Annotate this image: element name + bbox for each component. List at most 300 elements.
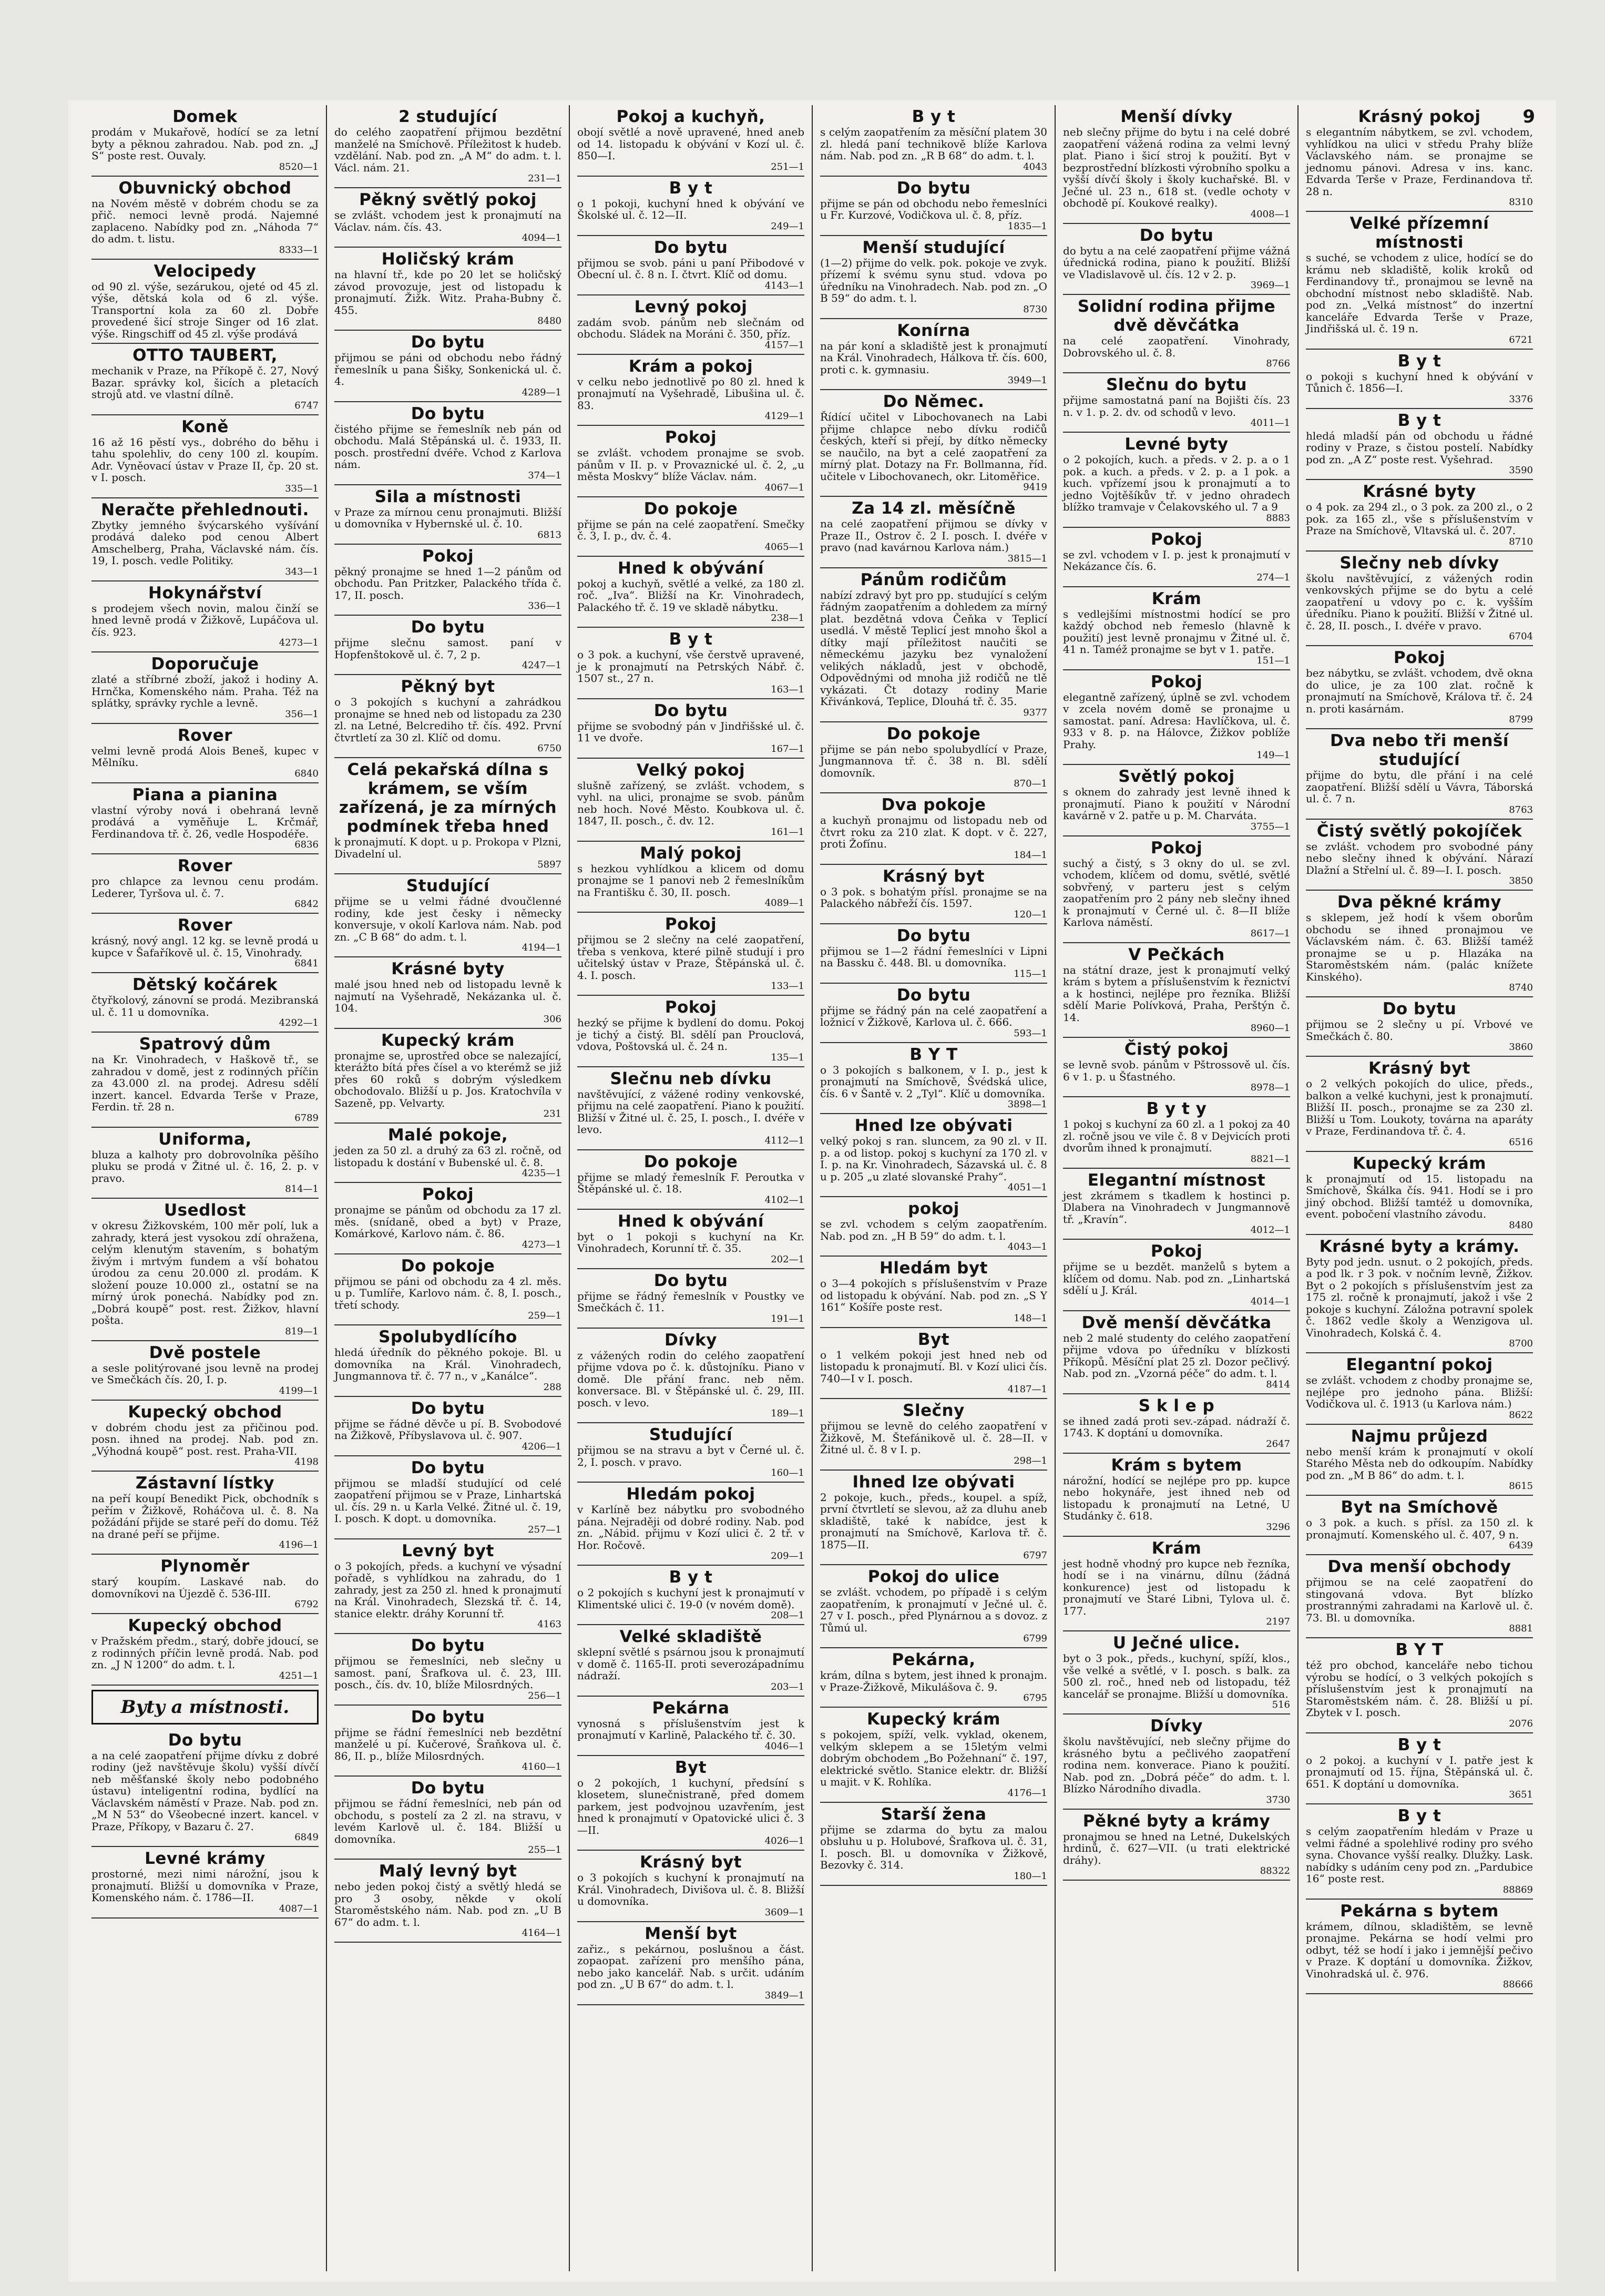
ad-code: 8740: [1509, 982, 1533, 993]
classified-ad: [334, 1706, 561, 1777]
ad-body: pronajme se pánům od obchodu za 17 zl. měs. (snídaně, obed a byt) v Praze, Komárkové, Karlovo nám. č. 86.: [334, 1203, 561, 1240]
ad-code: 3860: [1509, 1042, 1533, 1053]
ad-title: Do bytu: [411, 1458, 485, 1477]
ad-title: Levné krámy: [145, 1849, 265, 1868]
classified-ad: [1306, 1152, 1533, 1235]
classified-ad: [577, 1922, 804, 2005]
classified-ad: [1063, 295, 1290, 373]
classified-ad: [820, 865, 1047, 924]
ad-code: 343—1: [285, 566, 319, 577]
ad-body: vlastní výroby nová i obehraná levně prodává a vyměňuje L. Krčmář, Ferdinandova tř. č. 26, vedle Hospodéře.: [91, 803, 319, 840]
classified-ad: [577, 236, 804, 295]
column-3: [570, 105, 813, 2271]
classified-ad: [334, 1860, 561, 1943]
ad-title: Pokoj: [1150, 1242, 1203, 1261]
ad-body: přijmou se mladší studující od celé zaopatření přijmou se v Praze, Linhartská ul. čís. 29 n. u Karla Velké. Žitné ul. č. 19, I. posch. K dopt. u domovníka.: [334, 1476, 561, 1525]
ad-title: Malé pokoje,: [387, 1126, 508, 1145]
ad-title: Pokoj: [665, 428, 717, 447]
ad-body: nárožní, hodící se nejlépe pro pp. kupce nebo hokynáře, jest ihned neb od listopadu k pronajmutí na Letné, U Studánky č. 618.: [1063, 1474, 1290, 1522]
ad-code: 6813: [537, 529, 561, 540]
ad-code: 191—1: [771, 1313, 804, 1324]
ad-body: o 3 pok. a kuch. s přísl. za 150 zl. k pronajmutí. Komenského ul. č. 407, 9 n.: [1306, 1516, 1533, 1541]
ad-code: 4176—1: [1007, 1787, 1047, 1799]
ad-code: 4247—1: [522, 660, 561, 671]
classified-ad: [334, 485, 561, 545]
ad-title: B Y T: [909, 1045, 958, 1064]
ad-code: 814—1: [285, 1183, 319, 1195]
ad-title: U Ječné ulice.: [1112, 1634, 1241, 1652]
ad-title: Do bytu: [411, 1707, 485, 1727]
ad-title: Do pokoje: [886, 724, 981, 743]
ad-code: 6747: [294, 400, 319, 411]
ad-body: jeden za 50 zl. a druhý za 63 zl. ročně, od listopadu k dostání v Bubenské ul. č. 8.: [334, 1144, 561, 1169]
ad-code: 3969—1: [1250, 280, 1290, 291]
ad-code: 8622: [1509, 1409, 1533, 1421]
ad-code: 3949—1: [1007, 375, 1047, 386]
ad-code: 3755—1: [1250, 821, 1290, 832]
ad-title: Rover: [177, 916, 233, 935]
ad-body: se zvlášt. vchodem z chodby pronajme se, nejlépe pro jednoho pána. Bližší: Vodičkova ul. č. 1913 (u Karlova nám.): [1306, 1374, 1533, 1410]
classified-ad: [1063, 587, 1290, 670]
ad-title: Pokoj a kuchyň,: [616, 107, 765, 126]
ad-body: neb 2 malé studenty do celého zaopatření přijme vdova po úředníku v blízkosti Příkopů. Měsíční plat 25 zl. Dozor pečlivý. Nab. pod zn. „Vzorná péče“ do adm. t. l.: [1063, 1331, 1290, 1380]
ad-title: Do bytu: [411, 1636, 485, 1655]
ad-title: Pokoj: [1150, 529, 1203, 549]
classified-ad: [1063, 1810, 1290, 1881]
ad-body: přijmou se páni od obchodu nebo řádný řemeslník u pana Šišky, Sonkenická ul. č. 4.: [334, 351, 561, 387]
ad-title: Dva nebo tři menší studující: [1330, 731, 1509, 769]
ad-body: školu navštěvující, neb slečny přijme do krásného bytu a pečlivého zaopatření rodina nem. konverace. Piano k použití. Nab. pod zn. „Dobrá péče“ do adm. t. l. Blízko Národního divadla.: [1063, 1735, 1290, 1795]
ad-title: Dva menší obchody: [1327, 1557, 1511, 1576]
classified-ad: [1063, 1631, 1290, 1715]
ad-title: Hledám byt: [879, 1259, 988, 1278]
classified-ad: [1306, 212, 1533, 350]
ad-title: Dívky: [665, 1330, 717, 1350]
classified-ad: [577, 1756, 804, 1851]
ad-title: Usedlost: [163, 1201, 247, 1220]
ad-body: o 4 pok. za 294 zl., o 3 pok. za 200 zl., o 2 pok. za 165 zl., vše s příslušenstvím v Praze na Smíchově, Vltavská ul. č. 207.: [1306, 501, 1533, 537]
ad-title: Do bytu: [1382, 999, 1457, 1018]
classified-ad: [1063, 224, 1290, 295]
ad-title: B y t y: [1146, 1099, 1207, 1118]
ad-title: Krásné byty a krámy.: [1319, 1237, 1520, 1256]
classified-ad: [91, 1847, 319, 1919]
classified-ad: [820, 984, 1047, 1043]
ad-title: Krásný byt: [883, 866, 985, 886]
classified-ad: [91, 854, 319, 914]
ad-code: 8520—1: [279, 161, 319, 172]
ad-body: přijme se svobodný pán v Jindřišské ul. č. 11 ve dvoře.: [577, 719, 804, 744]
classified-ad: [1063, 670, 1290, 766]
classified-ad: [577, 842, 804, 913]
ad-body: s celým zaopatřením hledám v Praze u velmi řádné a spolehlivé rodiny pro svého syna. Chovance vyšší realky. Dlužky. Lask. nabídky s udáním ceny pod zn. „Pardubice 16“ poste rest.: [1306, 1825, 1533, 1885]
ad-code: 8730: [1023, 303, 1047, 315]
ad-code: 593—1: [1014, 1027, 1047, 1039]
ad-body: se zvl. vchodem v I. p. jest k pronajmutí v Nekázance čís. 6.: [1063, 548, 1290, 573]
classified-ad: [820, 1803, 1047, 1886]
ad-code: 4094—1: [522, 232, 561, 243]
classified-ad: [91, 415, 319, 498]
ad-body: přijmou se levně do celého zaopatření v Žižkově, M. Štefánikově ul. č. 28—II. v Žitné ul. č. 8 v I. p.: [820, 1420, 1047, 1456]
ad-title: B y t: [1397, 1807, 1442, 1825]
ad-body: na pár koní a skladiště jest k pronajmutí na Král. Vinohradech, Hálkova tř. čís. 600, proti c. k. gymnasiu.: [820, 339, 1047, 376]
ad-code: 8960—1: [1250, 1023, 1290, 1034]
column-2: [327, 105, 570, 2271]
classified-ad: [91, 1472, 319, 1555]
ad-title: Malý pokoj: [640, 843, 742, 863]
ad-title: Pekárna,: [892, 1650, 976, 1669]
ad-code: 3730: [1266, 1794, 1290, 1805]
ad-body: suchý a čistý, s 3 okny do ul. se zvl. vchodem, klíčem od domu, světlé, světlé sobvřený, v parteru jest s celým zaopatřením pro 2 pány neb slečny ihned k pronajmutí v Černé ul. č. 8—II blíže Karlova náměstí.: [1063, 856, 1290, 928]
classified-ad: [577, 1483, 804, 1566]
classified-ad: [820, 1471, 1047, 1566]
ad-body: hledá úředník do pěkného pokoje. Bl. u domovníka na Král. Vinohradech, Jungmannova tř. č. 77 n., v „Kanálce“.: [334, 1346, 561, 1382]
classified-ad: [91, 344, 319, 415]
classified-ad: [577, 497, 804, 557]
ad-title: Dětský kočárek: [132, 975, 278, 994]
ad-title: Krám a pokoj: [628, 356, 753, 376]
ad-title: Menší dívky: [1120, 107, 1233, 126]
classified-ad: [577, 699, 804, 759]
ad-title: Krám: [1151, 1538, 1202, 1558]
classified-ad: [577, 1697, 804, 1756]
classified-ad: [577, 295, 804, 355]
ad-code: 4164—1: [522, 1927, 561, 1938]
classified-ad: [1306, 350, 1533, 409]
ad-title: Hned k obývání: [618, 1211, 764, 1231]
ad-code: 4187—1: [1007, 1384, 1047, 1395]
ad-title: Pokoj do ulice: [867, 1567, 1000, 1586]
ad-title: B y t: [1397, 411, 1442, 430]
ad-title: Najmu průjezd: [1351, 1426, 1488, 1446]
classified-ad: [334, 1124, 561, 1183]
ad-body: v celku nebo jednotlivě po 80 zl. hned k pronajmutí na Vyšehradě, Libušina ul. č. 83.: [577, 375, 804, 412]
ad-body: Byty pod jedn. usnut. o 2 pokojích, předs. a pod lk. r 3 pok. v nočním levně, Žižkov. Byt o 2 pokojích s příslušenstvím jest za 175 zl. ročně k pronajmutí, jakož i vše 2 pokoje s kuchyní. Záložna potravní spolek č. 1862 vedle školy a Wenzigova ul. Vinohradech, Kolská č. 4.: [1306, 1255, 1533, 1339]
ad-body: přijme samostatná paní na Bojišti čís. 23 n. v 1. p. 2. dv. od schodů v levo.: [1063, 394, 1290, 419]
ad-code: 256—1: [528, 1690, 561, 1701]
ad-body: k pronajmutí od 15. listopadu na Smíchově, Škálka čís. 941. Hodí se i pro jiný obchod. Bližší tamtéž u domovníka, event. pobočení vlastního závodu.: [1306, 1172, 1533, 1220]
ad-title: Do bytu: [168, 1730, 242, 1750]
ad-title: Krám: [1151, 589, 1202, 608]
classified-ad: [1306, 1425, 1533, 1496]
classified-ad: [1306, 646, 1533, 729]
ad-body: přijme se pán na celé zaopatření. Smečky č. 3, I. p., dv. č. 4.: [577, 517, 804, 542]
ad-title: Dva pěkné krámy: [1337, 893, 1502, 912]
ad-title: Do bytu: [411, 333, 485, 352]
ad-code: 8881: [1509, 1623, 1533, 1634]
ad-code: 6836: [294, 839, 319, 850]
ad-body: o 2 pokoj. a kuchyní v I. patře jest k pronajmutí od 15. října, Štěpánská ul. č. 651. K doptání u domovníka.: [1306, 1753, 1533, 1790]
ad-code: 335—1: [285, 483, 319, 494]
ad-title: B y t: [669, 630, 713, 649]
ad-body: o pokoji s kuchyní hned k obývání v Tůnich č. 1856—I.: [1306, 370, 1533, 394]
ad-title: Do pokoje: [401, 1256, 495, 1275]
ad-code: 6439: [1509, 1540, 1533, 1551]
ad-code: 4160—1: [522, 1761, 561, 1772]
ad-body: o 3—4 pokojích s příslušenstvím v Praze od listopadu k obývání. Nab. pod zn. „S Y 161“ Košíře poste rest.: [820, 1277, 1047, 1313]
ad-title: Dívky: [1150, 1717, 1203, 1736]
ad-body: krámem, dílnou, skladištěm, se levně pronajme. Pekárna se hodí velmi pro odbyt, též se hodí i jako i jemnější pečivo v Praze. K doptání u domovníka. Žižkov, Vinohradská ul. č. 976.: [1306, 1920, 1533, 1980]
classified-ad: [91, 724, 319, 783]
ad-code: 4102—1: [764, 1194, 804, 1206]
ad-code: 133—1: [771, 981, 804, 992]
classified-ad: [820, 1043, 1047, 1115]
classified-ad: [334, 1456, 561, 1539]
ad-code: 251—1: [771, 161, 804, 172]
ad-title: Slečny: [903, 1401, 965, 1420]
ad-title: Plynoměr: [160, 1557, 250, 1576]
classified-ad: [577, 1150, 804, 1210]
classified-ad: [820, 1399, 1047, 1471]
ad-title: Holičský krám: [381, 250, 515, 269]
ad-title: Hned k obývání: [618, 558, 764, 578]
ad-title: Kupecký krám: [1353, 1154, 1486, 1173]
ad-body: na státní draze, jest k pronajmutí velký krám s bytem a příslušenstvím k řeznictví a k hostinci, nejlépe pro řezníka. Bližší sdělí Marie Polívková, Praha, Perštýn č. 14.: [1063, 963, 1290, 1024]
ad-body: bluza a kalhoty pro dobrovolníka pěšího pluku se prodá v Žitné ul. č. 16, 2. p. v pravo.: [91, 1148, 319, 1185]
ad-body: na Novém městě v dobrém chodu se za přič. nemoci levně prodá. Najemné zaplaceno. Nabídky pod zn. „Náhoda 7“ do adm. t. listu.: [91, 197, 319, 245]
classified-ad: [577, 913, 804, 996]
ad-title: Do bytu: [411, 1779, 485, 1798]
ad-code: 163—1: [771, 683, 804, 695]
ad-body: a na celé zaopatření přijme dívku z dobré rodiny (jež navštěvuje školu) vyšší dívčí neb měšťanské školy nebo podobného ústavu) inteligentní rodina, bydlící na Václavském náměstí v Praze. Nab. pod zn. „M N 53“ do Všeobecné inzert. kancel. v Praze, Příkopy, v Bazaru č. 27.: [91, 1749, 319, 1833]
classified-ad: [1306, 997, 1533, 1057]
classified-ad: [334, 616, 561, 675]
classified-ad: [334, 105, 561, 188]
ad-body: hledá mladší pán od obchodu u řádné rodiny v Praze, s čistou postelí. Nabídky pod zn. „A Z“ poste rest. Vyšehrad.: [1306, 429, 1533, 466]
ad-title: Byt: [674, 1758, 707, 1777]
ad-body: jest hodně vhodný pro kupce neb řezníka, hodí se i na vinárnu, dílnu (žádná konkurence) jest od listopadu k pronajmutí ve Staré Libni, Tylova ul. č. 177.: [1063, 1557, 1290, 1617]
ad-body: o 3 pok. s bohatým přísl. pronajme se na Palackého nábřeží čís. 1597.: [820, 885, 1047, 910]
ad-body: do bytu a na celé zaopatření přijme vážná úřednická rodina, piano k použití. Bližší ve Vladislavově ul. čís. 12 v 2. p.: [1063, 244, 1290, 281]
page-number: 9: [1522, 106, 1535, 127]
ad-title: Neračte přehlednouti.: [101, 500, 309, 519]
ad-title: B y t: [1397, 1735, 1442, 1754]
classified-ad: [91, 1199, 319, 1341]
classified-ad: [577, 557, 804, 628]
ad-title: Slečny neb dívky: [1340, 553, 1499, 573]
ad-body: vynosná s příslušenstvím jest k pronajmutí v Karlině, Palackého tř. č. 30.: [577, 1717, 804, 1741]
ad-title: Dvě postele: [149, 1343, 261, 1362]
ad-code: 3609—1: [764, 1906, 804, 1918]
ad-body: v Pražském předm., starý, dobře jdoucí, se z rodinných příčin levně prodá. Nab. pod zn. „J N 1200“ do adm. t. l.: [91, 1635, 319, 1671]
ad-body: o 3 pokojích, předs. a kuchyní ve výsadní pořadě, s vyhlídkou na zahradu, do 1 zahrady, jest za 250 zl. hned k pronajmutí na Král. Vinohradech, Slezská tř. č. 14, stanice elektr. dráhy Korunní tř.: [334, 1559, 561, 1620]
ad-code: 4043: [1023, 161, 1047, 172]
ad-title: Byt: [917, 1330, 950, 1349]
ad-body: přijmou se na stravu a byt v Černé ul. č. 2, I. posch. v pravo.: [577, 1444, 804, 1468]
ad-title: Byt na Smíchově: [1341, 1498, 1498, 1517]
classified-ad: [577, 759, 804, 842]
ad-body: a sesle politýrované jsou levně na prodej ve Smečkách čís. 20, I. p.: [91, 1361, 319, 1386]
ad-title: Kupecký obchod: [128, 1616, 282, 1635]
column-5: [1056, 105, 1299, 2271]
ad-body: se zvlášt. vchodem jest k pronajmutí na Václav. nám. čís. 43.: [334, 209, 561, 233]
ad-body: nebo menší krám k pronajmutí v okolí Starého Města neb do odkoupím. Nabídky pod zn. „M B 86“ do adm. t. l.: [1306, 1445, 1533, 1482]
classified-ad: [334, 957, 561, 1029]
classified-ad: [91, 973, 319, 1033]
ad-body: o 3 pokojích s balkonem, v I. p., jest k pronajmutí na Smíchově, Švédská ulice, čís. 6 v Šantě v. 2 „Tyl“. Klíč u domovníka.: [820, 1063, 1047, 1100]
ad-body: elegantně zařízený, úplně se zvl. vchodem v zcela novém domě se pronajme u samostat. paní. Adresa: Havlíčkova, ul. č. 933 v 8. p. na Hálovce, Žižkov poblíže Prahy.: [1063, 690, 1290, 751]
ad-body: se zvlášt. vchodem pronajme se svob. pánům v II. p. v Provaznické ul. č. 2, „u města Moskvy“ blíže Václav. nám.: [577, 446, 804, 483]
ad-body: neb slečny přijme do bytu i na celé dobré zaopatření vážená rodina za velmi levný plat. Piano i šicí stroj k použití. Byt v bezprostřední blízkosti výrobního spolku a vyšší dívčí školy i školy kuchařské. Bl. v Ječné ul. 23 n., 618 st. (vedle ochoty v obchodě pí. Koukové realky).: [1063, 126, 1290, 209]
ad-body: slušně zařízený, se zvlášt. vchodem, s vyhl. na ulici, pronajme se svob. pánům neb hoch. Nové Město. Koubkova ul. č. 1847, II. posch., č. dv. 12.: [577, 779, 804, 827]
ad-title: Kupecký obchod: [128, 1402, 282, 1422]
ad-code: 151—1: [1256, 655, 1290, 666]
classified-ad: [1063, 1715, 1290, 1810]
ad-title: Pokoj: [1150, 838, 1203, 858]
ad-code: 4194—1: [522, 942, 561, 953]
ad-title: Pokoj: [1150, 672, 1203, 691]
classified-ad: [334, 402, 561, 485]
ad-code: 3849—1: [764, 1989, 804, 2001]
ad-body: se zvlášt. vchodem pro svobodné pány nebo slečny ihned k obývání. Nárazí Dlažní a Střelní ul. č. 89—I. I. posch.: [1306, 840, 1533, 876]
ad-code: 249—1: [771, 220, 804, 232]
ad-body: od 90 zl. výše, sezárukou, ojeté od 45 zl. výše, dětská kola od 6 zl. výše. Transportní kola za 60 zl. Dobře provedené šicí stroje Singer od 16 zlat. výše. Ringschiff od 45 zl. výše prodává: [91, 280, 319, 340]
ad-body: o 3 pok. a kuchyní, vše čerstvě upravené, je k pronajmutí na Petrských Nábř. č. 1507 st., 27 n.: [577, 648, 804, 685]
ad-code: 4289—1: [522, 386, 561, 398]
ad-code: 6841: [294, 958, 319, 969]
ad-body: s celým zaopatřením za měsíční platem 30 zl. hledá paní technikově blíže Karlova nám. Nab. pod zn. „R B 68“ do adm. t. l.: [820, 126, 1047, 162]
classified-ad: [91, 260, 319, 344]
classified-ad: [1306, 480, 1533, 552]
ad-code: 8710: [1509, 536, 1533, 547]
column-6: [1299, 105, 1540, 2271]
classified-ad: [577, 426, 804, 497]
classified-ad: [820, 1114, 1047, 1197]
ad-body: z vážených rodin do celého zaopatření přijme vdova po č. k. důstojníku. Piano v domě. Dle přání franc. neb něm. konversace. Bl. v Štěpánské ul. č. 29, III. posch. v levo.: [577, 1349, 804, 1409]
ad-body: přijme se řádný řemeslník v Poustky ve Smečkách č. 11.: [577, 1289, 804, 1314]
ad-title: Elegantní místnost: [1087, 1170, 1266, 1190]
classified-ad: [91, 498, 319, 581]
ad-body: nebo jeden pokoj čistý a světlý hledá se pro 3 osoby, někde v okolí Staroměstského nám. Nab. pod zn. „U B 67“ do adm. t. l.: [334, 1880, 561, 1928]
ad-body: sklepní světlé s psárnou jsou k pronajmutí v domě č. 1165-II. proti severozápadnímu nádraží.: [577, 1646, 804, 1682]
ad-code: 6795: [1023, 1692, 1047, 1703]
ad-body: prodám v Mukařově, hodící se za letní byty a pěknou zahradou. Nab. pod zn. „J S“ poste rest. Ouvaly.: [91, 126, 319, 162]
ad-body: s vedlejšími místnostmi hodící se pro každý obchod neb řemeslo (hlavně k použití) jest levně pronajmu v Žitné ul. č. 41 n. Taméž pronajme se byt v 1. patře.: [1063, 607, 1290, 656]
ad-code: 6840: [294, 768, 319, 779]
ad-title: Studující: [406, 876, 490, 895]
ad-title: Uniforma,: [158, 1129, 252, 1149]
ad-body: s pokojem, spíží, velk. vyklad, okenem, velkým sklepem a se 15letým velmi dobrým obchodem „Bo Požehnaní“ č. 197, elektrické světlo. Stanice elektr. dr. Bližší u majit. v K. Rohlíka.: [820, 1728, 1047, 1788]
classified-ad: [1306, 552, 1533, 647]
ad-code: 4051—1: [1007, 1182, 1047, 1193]
classified-ad: [91, 914, 319, 973]
ad-code: 115—1: [1014, 968, 1047, 979]
ad-body: zlaté a stříbrné zboží, jakož i hodiny A. Hrnčka, Komenského nám. Praha. Též na splátky, správky rychle a levně.: [91, 673, 319, 709]
ad-code: 203—1: [771, 1681, 804, 1692]
ad-title: Pěkné byty a krámy: [1082, 1811, 1271, 1831]
ad-title: Spolubydlícího: [379, 1328, 517, 1346]
ad-title: Konírna: [897, 321, 970, 340]
ad-body: se zvl. vchodem s celým zaopatřením. Nab. pod zn. „H B 59“ do adm. t. l.: [820, 1218, 1047, 1242]
ad-title: Levné byty: [1124, 435, 1229, 454]
ad-body: 16 až 16 pěstí vys., dobrého do běhu i tahu spolehliv, do ceny 100 zl. koupím. Adr. Vyněovací ústav v Praze II, čp. 20 st. v I. posch.: [91, 435, 319, 484]
ad-code: 209—1: [771, 1550, 804, 1562]
column-1: [84, 105, 327, 2271]
ad-body: mechanik v Praze, na Příkopě č. 27, Nový Bazar. správky kol, šicích a pletacích strojů atd. ve vlastní dílně.: [91, 364, 319, 401]
ad-title: Do bytu: [896, 926, 971, 945]
ad-title: B y t: [912, 107, 956, 126]
ad-body: na hlavní tř., kde po 20 let se holičský závod provozuje, jest od listopadu k pronajmutí. Žižk. Witz. Praha-Bubny č. 455.: [334, 268, 561, 317]
classified-ad: [1063, 373, 1290, 433]
classified-ad: [577, 1566, 804, 1625]
ad-body: o 3 pokojích s kuchyní a zahrádkou pronajme se hned neb od listopadu za 230 zl. na Letné, Belcrediho tř. čís. 492. První čtvrtletí za 30 zl. Klíč od domu.: [334, 696, 561, 744]
ad-code: 259—1: [528, 1310, 561, 1321]
ad-title: S k l e p: [1138, 1396, 1215, 1415]
classified-ad: [334, 1777, 561, 1860]
classified-ad: [91, 1341, 319, 1401]
ad-code: 3815—1: [1007, 553, 1047, 564]
ad-code: 4012—1: [1250, 1224, 1290, 1236]
classified-ad: [1306, 1057, 1533, 1152]
ad-body: na Kr. Vinohradech, v Haškově tř., se zahradou v domě, jest z rodinných příčin za 43.000 zl. na prodej. Adresu sdělí inzert. kancel. Edvarda Terše v Praze, Ferdin. tř. 28 n.: [91, 1053, 319, 1113]
classified-ad: [91, 1555, 319, 1614]
ad-body: Zbytky jemného švýcarského vyšívání prodává daleko pod cenou Albert Amschelberg, Praha, Václavské nám. čís. 19, I. posch. vedle Politiky.: [91, 518, 319, 567]
classified-ad: [1306, 1638, 1533, 1733]
section-heading: Byty a místnosti.: [91, 1690, 319, 1724]
classified-ad: [334, 1539, 561, 1635]
classified-ad: [1306, 729, 1533, 820]
classified-ad: [577, 355, 804, 426]
ad-title: Levný pokoj: [634, 297, 748, 317]
ad-title: Krásné byty: [391, 960, 505, 978]
ad-title: Do bytu: [896, 178, 971, 198]
ad-body: pronajmou se hned na Letné, Dukelských hrdinů, č. 627—VII. (u trati elektrické dráhy).: [1063, 1830, 1290, 1866]
ad-code: 6704: [1509, 631, 1533, 642]
classified-columns: [84, 105, 1540, 2271]
ad-code: 161—1: [771, 826, 804, 838]
ad-code: 4067—1: [764, 482, 804, 493]
ad-body: zadám svob. pánům neb slečnám od obchodu. Sládek na Moráni č. 350, příz.: [577, 315, 804, 340]
ad-code: 184—1: [1014, 849, 1047, 861]
classified-ad: [820, 177, 1047, 236]
ad-body: přijmou se 1—2 řádní řemeslníci v Lipni na Bassku č. 448. Bl. u domovníka.: [820, 944, 1047, 969]
ad-title: Kupecký krám: [381, 1030, 515, 1050]
ad-body: 2 pokoje, kuch., předs., koupel. a spíž, první čtvrtletí se slevou, až za dluhu aneb skladiště, také k nabídce, jest k pronajmutí na Smíchově, Karlova tř. č. 1875—II.: [820, 1491, 1047, 1551]
classified-ad: [1063, 1311, 1290, 1394]
classified-ad: [820, 319, 1047, 391]
ad-body: přijmou se páni od obchodu za 4 zl. měs. u p. Tumlíře, Karlovo nám. č. 8, I. posch., třetí schody.: [334, 1274, 561, 1311]
ad-code: 336—1: [528, 600, 561, 611]
ad-title: Pokoj: [665, 998, 717, 1017]
ad-title: Hned lze obývati: [854, 1116, 1013, 1135]
ad-title: Pokoj: [422, 546, 474, 566]
ad-body: přijme do bytu, dle přání i na celé zaopatření. Bližší sdělí u Vávra, Táborská ul. č. 7 n.: [1306, 769, 1533, 805]
ad-title: Velocipedy: [154, 261, 257, 281]
ad-title: Studující: [649, 1425, 733, 1444]
ad-title: Velký pokoj: [636, 760, 745, 780]
ad-title: Čistý světlý pokojíček: [1316, 821, 1522, 841]
ad-title: Čistý pokoj: [1124, 1040, 1229, 1059]
classified-ad: [820, 722, 1047, 794]
classified-ad: [334, 188, 561, 248]
ad-code: 3651: [1509, 1789, 1533, 1800]
ad-body: s elegantním nábytkem, se zvl. vchodem, vyhlídkou na ulici v středu Prahy blíže Václavského nám. se pronajme se jednomu pánovi. Adresa v ins. kanc. Edvarda Terše v Praze, Ferdinandova tř. 28 n.: [1306, 126, 1533, 198]
newspaper-page: [68, 100, 1556, 2282]
ad-code: 4199—1: [279, 1385, 319, 1396]
ad-body: přijmou se 2 slečny na celé zaopatření, třeba s venkova, které pilně studují i pro učitelský ústav v Praze, Štěpánská ul. č. 4. I. posch.: [577, 933, 804, 982]
ad-body: čtyřkolový, zánovní se prodá. Mezibranská ul. č. 11 u domovníka.: [91, 994, 319, 1018]
classified-ad: [1063, 1097, 1290, 1169]
ad-code: 4163: [537, 1619, 561, 1630]
classified-ad: [1063, 1537, 1290, 1632]
ad-body: starý koupím. Laskavé nab. do domovníkovi na Újezdě č. 536-III.: [91, 1575, 319, 1600]
classified-ad: [91, 1128, 319, 1199]
ad-title: Slečnu do bytu: [1106, 375, 1247, 394]
ad-body: přijme se řádné děvče u pí. B. Svobodové na Žižkově, Příbyslavova ul. č. 907.: [334, 1417, 561, 1442]
ad-code: 4235—1: [522, 1168, 561, 1179]
ad-code: 3296: [1266, 1521, 1290, 1533]
ad-body: o 2 velkých pokojích do ulice, předs., balkon a velké kuchyni, jest k pronajmutí. Bližší II. posch., pronajme se za 230 zl. Bližší u Tom. Loukoty, továrna na aparáty v Praze, Ferdinandova tř. č. 4.: [1306, 1077, 1533, 1137]
